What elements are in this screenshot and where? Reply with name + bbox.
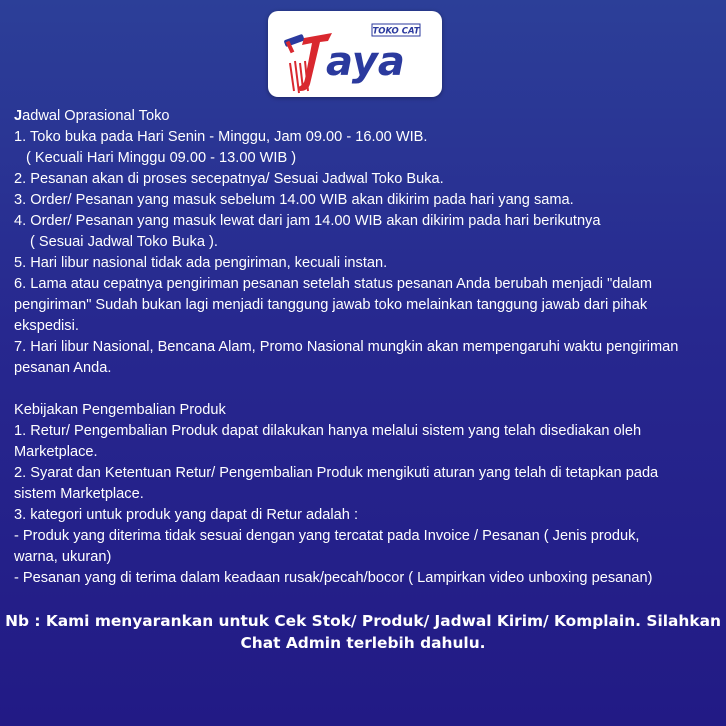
returns-line: 2. Syarat dan Ketentuan Retur/ Pengembalian Produk mengikuti aturan yang telah di tetapkan pada [14, 465, 659, 481]
store-logo [268, 11, 442, 97]
admin-note-line: Chat Admin terlebih dahulu. [240, 634, 486, 652]
brand-tagline: TOKO CAT [372, 26, 420, 37]
admin-note-line: Nb : Kami menyarankan untuk Cek Stok/ Produk/ Jadwal Kirim/ Komplain. Silahkan [5, 612, 721, 630]
section-spacer [14, 379, 714, 400]
schedule-line: 5. Hari libur nasional tidak ada pengiriman, kecuali instan. [14, 255, 388, 271]
schedule-title-rest: adwal Oprasional Toko [22, 108, 170, 124]
schedule-line: pesanan Anda. [14, 360, 112, 376]
returns-line: warna, ukuran) [14, 549, 112, 565]
schedule-line: 6. Lama atau cepatnya pengiriman pesanan setelah status pesanan Anda berubah menjadi "dalam [14, 276, 653, 292]
jaya-logo-graphic [268, 11, 442, 97]
schedule-line: 4. Order/ Pesanan yang masuk lewat dari jam 14.00 WIB akan dikirim pada hari berikutnya [14, 213, 601, 229]
returns-line: Marketplace. [14, 444, 98, 460]
schedule-line: ( Sesuai Jadwal Toko Buka ). [30, 234, 218, 250]
returns-line: sistem Marketplace. [14, 486, 144, 502]
schedule-line: ( Kecuali Hari Minggu 09.00 - 13.00 WIB ) [26, 150, 297, 166]
schedule-line: ekspedisi. [14, 318, 79, 334]
returns-line: 3. kategori untuk produk yang dapat di Retur adalah : [14, 507, 358, 523]
schedule-line: 7. Hari libur Nasional, Bencana Alam, Promo Nasional mungkin akan mempengaruhi waktu pengiriman [14, 339, 679, 355]
schedule-line: 2. Pesanan akan di proses secepatnya/ Sesuai Jadwal Toko Buka. [14, 171, 444, 187]
schedule-line: 3. Order/ Pesanan yang masuk sebelum 14.00 WIB akan dikirim pada hari yang sama. [14, 192, 574, 208]
returns-title: Kebijakan Pengembalian Produk [14, 402, 226, 418]
schedule-line: 1. Toko buka pada Hari Senin - Minggu, Jam 09.00 - 16.00 WIB. [14, 129, 428, 145]
store-policy-text [14, 106, 714, 589]
schedule-line: pengiriman" Sudah bukan lagi menjadi tanggung jawab toko melainkan tanggung jawab dari pihak [14, 297, 648, 313]
schedule-title [14, 106, 714, 127]
returns-line: - Pesanan yang di terima dalam keadaan rusak/pecah/bocor ( Lampirkan video unboxing pesanan) [14, 570, 653, 586]
schedule-title-initial: J [14, 108, 23, 124]
admin-note [0, 610, 726, 654]
returns-line: - Produk yang diterima tidak sesuai dengan yang tercatat pada Invoice / Pesanan ( Jenis produk, [14, 528, 640, 544]
brand-name: aya [326, 39, 405, 85]
returns-line: 1. Retur/ Pengembalian Produk dapat dilakukan hanya melalui sistem yang telah disediakan oleh [14, 423, 642, 439]
